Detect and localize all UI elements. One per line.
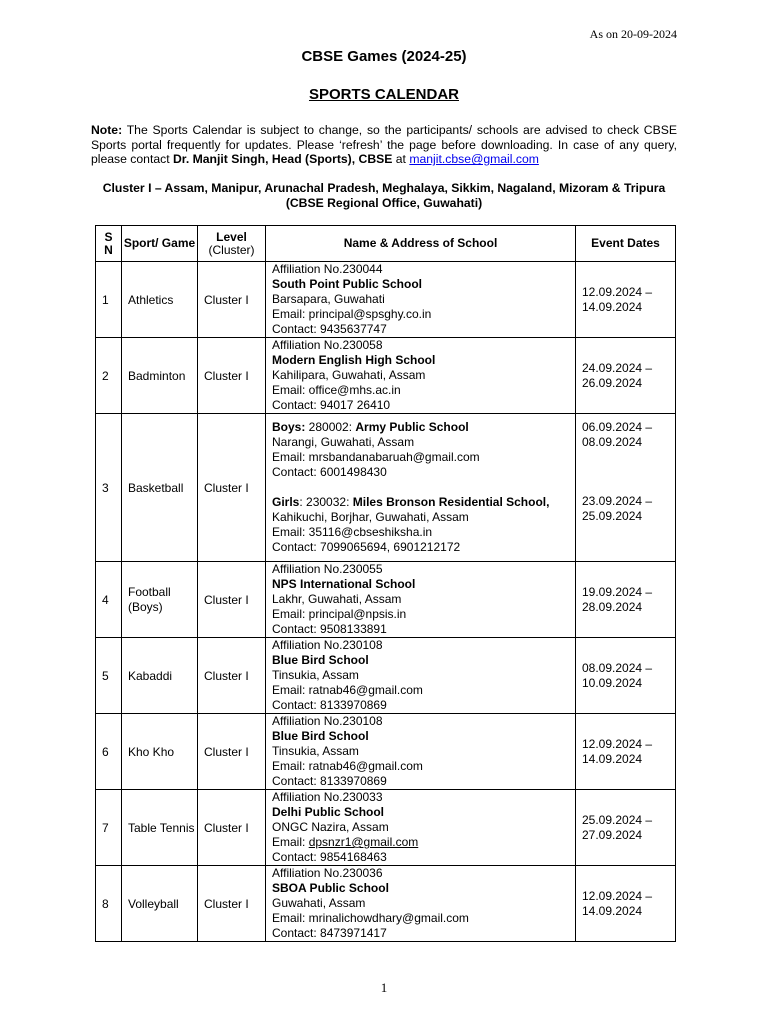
school-contact: Contact: 9854168463 <box>272 850 387 864</box>
school-address: Tinsukia, Assam <box>272 744 359 758</box>
note-text-2: at <box>392 152 410 167</box>
row-sn: 6 <box>96 714 122 790</box>
row-school <box>266 414 576 562</box>
table-row <box>96 714 676 790</box>
date-to: 26.09.2024 <box>582 375 643 390</box>
school-contact: Contact: 9508133891 <box>272 622 387 636</box>
row-sn: 3 <box>96 414 122 562</box>
row-sn: 5 <box>96 638 122 714</box>
note-contact-name: Dr. Manjit Singh, Head (Sports), CBSE <box>172 152 393 167</box>
row-school <box>266 714 576 790</box>
header-school: Name & Address of School <box>266 226 576 262</box>
school-address: Barsapara, Guwahati <box>272 292 385 306</box>
row-sport: Badminton <box>122 338 198 414</box>
row-sport: Volleyball <box>122 866 198 942</box>
school-name: South Point Public School <box>272 277 422 291</box>
boys-date-to: 08.09.2024 <box>582 435 643 449</box>
date-to: 14.09.2024 <box>582 903 643 918</box>
table-row <box>96 338 676 414</box>
affiliation: Affiliation No.230033 <box>272 790 383 804</box>
row-dates <box>576 866 676 942</box>
school-contact: Contact: 8133970869 <box>272 698 387 712</box>
note-paragraph <box>91 123 677 167</box>
row-dates <box>576 262 676 338</box>
table-row <box>96 262 676 338</box>
cluster-line-1: Cluster I – Assam, Manipur, Arunachal Pradesh, Meghalaya, Sikkim, Nagaland, Mizoram & Tripura <box>102 181 666 195</box>
school-contact: Contact: 8473971417 <box>272 926 387 940</box>
note-text-1: The Sports Calendar is subject to change, so the participants/ schools are advised to check CBSE Sports portal frequently for updates. Please ‘refresh’ the page before downloading. In case of any query, please contact <box>91 123 677 167</box>
boys-email: Email: mrsbandanabaruah@gmail.com <box>272 450 480 464</box>
school-name: Delhi Public School <box>272 805 385 819</box>
school-name: Blue Bird School <box>272 729 369 743</box>
note-email-link[interactable]: manjit.cbse@gmail.com <box>409 152 539 167</box>
date-from: 12.09.2024 – <box>582 888 653 903</box>
header-dates: Event Dates <box>576 226 676 262</box>
school-contact: Contact: 8133970869 <box>272 774 387 788</box>
school-name: Blue Bird School <box>272 653 369 667</box>
row-dates <box>576 338 676 414</box>
date-from: 25.09.2024 – <box>582 812 653 827</box>
date-to: 27.09.2024 <box>582 827 643 842</box>
row-level: Cluster I <box>198 262 266 338</box>
school-email: Email: ratnab46@gmail.com <box>272 759 423 773</box>
cluster-heading <box>91 181 677 210</box>
sports-calendar-table <box>95 225 676 942</box>
table-row <box>96 866 676 942</box>
table-header-row <box>96 226 676 262</box>
boys-school-line: Boys: 280002: Army Public School <box>272 420 469 434</box>
row-level: Cluster I <box>198 562 266 638</box>
date-from: 24.09.2024 – <box>582 360 653 375</box>
affiliation: Affiliation No.230108 <box>272 714 383 728</box>
date-from: 12.09.2024 – <box>582 284 653 299</box>
school-email: Email: principal@spsghy.co.in <box>272 307 432 321</box>
table-row <box>96 638 676 714</box>
school-contact: Contact: 9435637747 <box>272 322 387 336</box>
affiliation: Affiliation No.230055 <box>272 562 383 576</box>
row-school <box>266 562 576 638</box>
row-dates <box>576 714 676 790</box>
row-school <box>266 338 576 414</box>
sport-line-2: (Boys) <box>128 599 163 614</box>
row-sn: 4 <box>96 562 122 638</box>
row-sport: Kho Kho <box>122 714 198 790</box>
school-contact: Contact: 94017 26410 <box>272 398 391 412</box>
table-row <box>96 414 676 562</box>
date-to: 14.09.2024 <box>582 299 643 314</box>
affiliation: Affiliation No.230044 <box>272 262 383 276</box>
row-school <box>266 262 576 338</box>
school-address: Guwahati, Assam <box>272 896 366 910</box>
row-school <box>266 790 576 866</box>
row-school <box>266 638 576 714</box>
school-name: Modern English High School <box>272 353 436 367</box>
boys-address: Narangi, Guwahati, Assam <box>272 435 415 449</box>
row-dates <box>576 562 676 638</box>
table-row <box>96 562 676 638</box>
page-number: 1 <box>380 980 388 995</box>
school-email-link[interactable]: dpsnzr1@gmail.com <box>308 835 419 849</box>
school-address: ONGC Nazira, Assam <box>272 820 389 834</box>
date-to: 14.09.2024 <box>582 751 643 766</box>
girls-date-from: 23.09.2024 – <box>582 494 653 508</box>
school-email: Email: mrinalichowdhary@gmail.com <box>272 911 469 925</box>
affiliation: Affiliation No.230108 <box>272 638 383 652</box>
girls-contact: Contact: 7099065694, 6901212172 <box>272 540 461 554</box>
row-level: Cluster I <box>198 414 266 562</box>
school-address: Kahilipara, Guwahati, Assam <box>272 368 426 382</box>
row-sn: 7 <box>96 790 122 866</box>
date-from: 12.09.2024 – <box>582 736 653 751</box>
affiliation: Affiliation No.230036 <box>272 866 383 880</box>
school-name: SBOA Public School <box>272 881 389 895</box>
date-from: 19.09.2024 – <box>582 584 653 599</box>
school-address: Tinsukia, Assam <box>272 668 359 682</box>
school-address: Lakhr, Guwahati, Assam <box>272 592 402 606</box>
row-dates <box>576 638 676 714</box>
row-sport: Table Tennis <box>122 790 198 866</box>
row-sn: 1 <box>96 262 122 338</box>
row-dates <box>576 414 676 562</box>
boys-contact: Contact: 6001498430 <box>272 465 387 479</box>
row-level: Cluster I <box>198 338 266 414</box>
table-row <box>96 790 676 866</box>
row-sn: 8 <box>96 866 122 942</box>
row-dates <box>576 790 676 866</box>
school-email: Email: ratnab46@gmail.com <box>272 683 423 697</box>
date-from: 08.09.2024 – <box>582 660 653 675</box>
girls-date-to: 25.09.2024 <box>582 509 643 523</box>
document-subtitle: SPORTS CALENDAR <box>308 86 459 103</box>
girls-email: Email: 35116@cbseshiksha.in <box>272 525 433 539</box>
school-email: Email: dpsnzr1@gmail.com <box>272 835 419 849</box>
boys-date-from: 06.09.2024 – <box>582 420 653 434</box>
row-level: Cluster I <box>198 714 266 790</box>
row-level: Cluster I <box>198 638 266 714</box>
note-label: Note: <box>91 123 123 137</box>
row-sport: Athletics <box>122 262 198 338</box>
header-level: Level (Cluster) <box>198 226 266 262</box>
school-email: Email: principal@npsis.in <box>272 607 407 621</box>
school-name: NPS International School <box>272 577 416 591</box>
school-email: Email: office@mhs.ac.in <box>272 383 401 397</box>
date-to: 10.09.2024 <box>582 675 643 690</box>
as-on-date: As on 20-09-2024 <box>589 27 677 41</box>
row-school <box>266 866 576 942</box>
affiliation: Affiliation No.230058 <box>272 338 383 352</box>
cluster-line-2: (CBSE Regional Office, Guwahati) <box>285 195 483 210</box>
date-to: 28.09.2024 <box>582 599 643 614</box>
row-sport: Kabaddi <box>122 638 198 714</box>
document-title: CBSE Games (2024-25) <box>301 48 467 65</box>
row-sn: 2 <box>96 338 122 414</box>
header-sport: Sport/ Game <box>122 226 198 262</box>
girls-school-line: Girls: 230032: Miles Bronson Residential School, Kahikuchi, Borjhar, Guwahati, Assam <box>272 495 550 524</box>
row-level: Cluster I <box>198 866 266 942</box>
row-sport <box>122 562 198 638</box>
sport-line-1: Football <box>128 584 171 599</box>
header-sn: S N <box>96 226 122 262</box>
row-level: Cluster I <box>198 790 266 866</box>
row-sport: Basketball <box>122 414 198 562</box>
